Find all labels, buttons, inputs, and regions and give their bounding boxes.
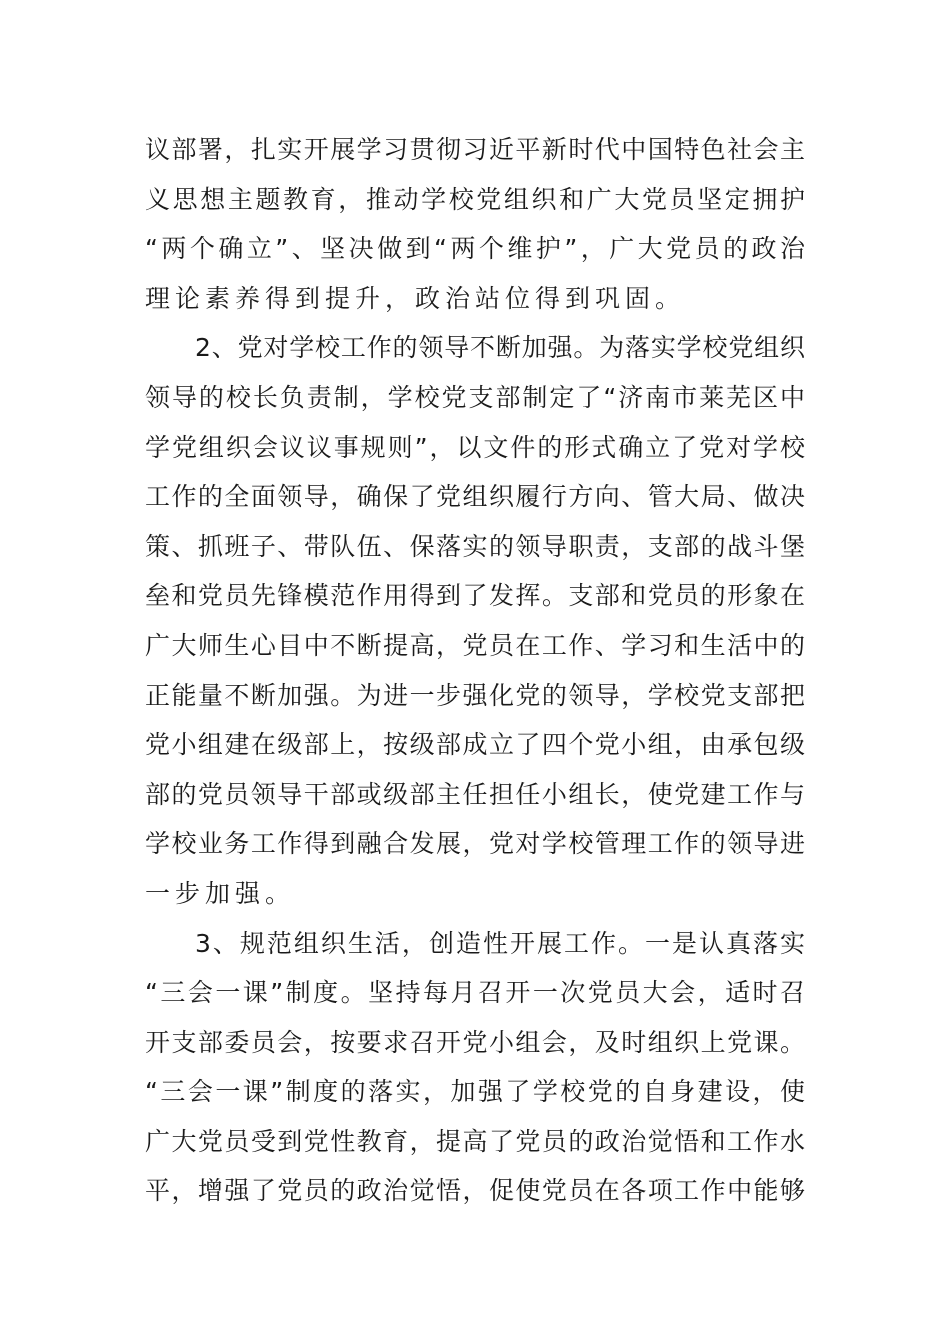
text-line: 垒和党员先锋模范作用得到了发挥。支部和党员的形象在	[145, 581, 805, 611]
text-line: 义思想主题教育，推动学校党组织和广大党员坚定拥护	[145, 184, 805, 214]
text-line: “三会一课”制度。坚持每月召开一次党员大会，适时召	[145, 978, 805, 1008]
text-line: 平，增强了党员的政治觉悟，促使党员在各项工作中能够	[145, 1176, 805, 1206]
text-line: 学校业务工作得到融合发展，党对学校管理工作的领导进	[145, 829, 805, 859]
text-line: 领导的校长负责制，学校党支部制定了“济南市莱芜区中	[145, 382, 805, 412]
text-line: 工作的全面领导，确保了党组织履行方向、管大局、做决	[145, 482, 805, 512]
text-line: “两个确立”、坚决做到“两个维护”，广大党员的政治	[145, 234, 805, 264]
text-line: 一步加强。	[145, 878, 296, 908]
text-line: 策、抓班子、带队伍、保落实的领导职责，支部的战斗堡	[145, 531, 805, 561]
text-line: 党小组建在级部上，按级部成立了四个党小组，由承包级	[145, 730, 805, 760]
text-line: 学党组织会议议事规则”，以文件的形式确立了党对学校	[145, 432, 805, 462]
text-line: 开支部委员会，按要求召开党小组会，及时组织上党课。	[145, 1027, 805, 1057]
text-line: 广大党员受到党性教育，提高了党员的政治觉悟和工作水	[145, 1126, 805, 1156]
text-line: 广大师生心目中不断提高，党员在工作、学习和生活中的	[145, 630, 805, 660]
text-line: 理论素养得到提升，政治站位得到巩固。	[145, 283, 686, 313]
text-line: “三会一课”制度的落实，加强了学校党的自身建设，使	[145, 1077, 805, 1107]
paragraph-2-heading-line: 2、党对学校工作的领导不断加强。为落实学校党组织	[195, 333, 805, 363]
text-line: 议部署，扎实开展学习贯彻习近平新时代中国特色社会主	[145, 135, 805, 164]
document-body	[145, 125, 805, 1216]
text-line: 正能量不断加强。为进一步强化党的领导，学校党支部把	[145, 680, 805, 710]
text-line: 部的党员领导干部或级部主任担任小组长，使党建工作与	[145, 779, 805, 809]
paragraph-3-heading-line: 3、规范组织生活，创造性开展工作。一是认真落实	[195, 928, 805, 958]
